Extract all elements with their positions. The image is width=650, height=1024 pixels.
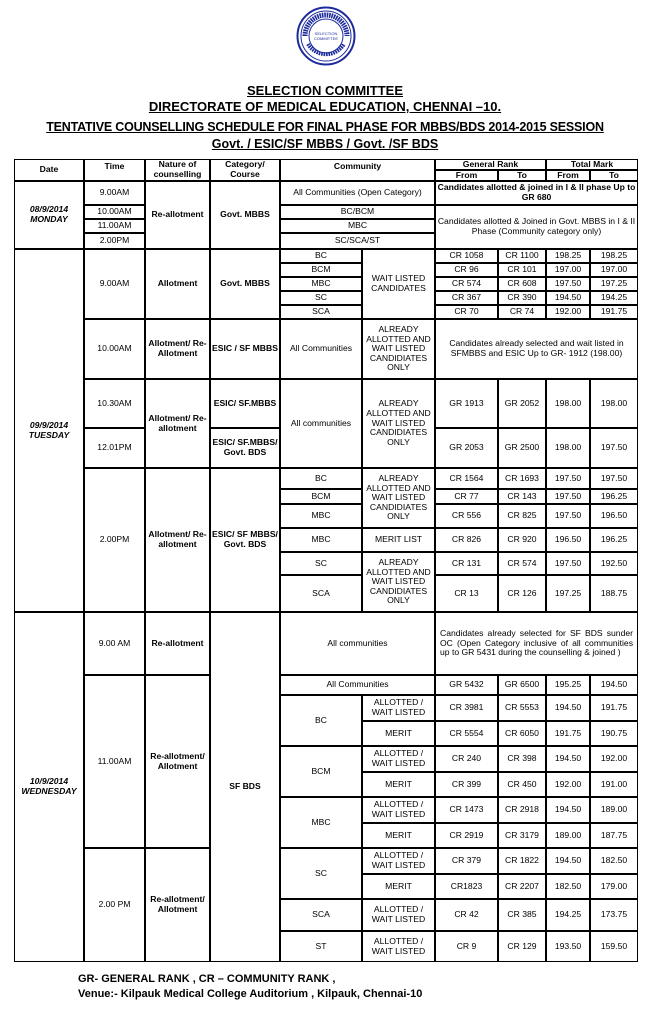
value-cell: CR 2207 (498, 874, 546, 899)
course-cell: ESIC/ SF.MBBS (210, 379, 280, 428)
header-date: Date (14, 159, 84, 181)
value-cell: 192.00 (546, 305, 590, 319)
status-cell: ALREADY ALLOTTED AND WAIT LISTED CANDIDIATES ONLY (362, 319, 435, 379)
status-cell: MERIT (362, 823, 435, 848)
value-cell: 198.25 (546, 249, 590, 263)
value-cell: GR 2053 (435, 428, 498, 468)
community-cell: SC (280, 848, 362, 899)
value-cell: 190.75 (590, 721, 638, 746)
nature-cell: Allotment/ Re-allotment (145, 379, 210, 468)
time-cell: 11.00AM (84, 675, 145, 848)
abbreviation-note: GR- GENERAL RANK , CR – COMMUNITY RANK , (78, 973, 336, 985)
value-cell: 194.25 (546, 899, 590, 931)
nature-cell: Re-allotment/ Allotment (145, 675, 210, 848)
date-cell: 08/9/2014 MONDAY (14, 181, 84, 249)
value-cell: CR 1473 (435, 797, 498, 823)
status-cell: ALLOTTED / WAIT LISTED (362, 848, 435, 874)
value-cell: 179.00 (590, 874, 638, 899)
value-cell: CR 70 (435, 305, 498, 319)
status-cell: ALREADY ALLOTTED AND WAIT LISTED CANDIDIATES ONLY (362, 552, 435, 612)
value-cell: CR 1693 (498, 468, 546, 489)
value-cell: 192.00 (590, 746, 638, 772)
time-cell: 10.00AM (84, 319, 145, 379)
value-cell: GR 1913 (435, 379, 498, 428)
header-from: From (435, 170, 498, 181)
status-cell: MERIT (362, 772, 435, 797)
community-cell: SCA (280, 899, 362, 931)
value-cell: 197.50 (546, 552, 590, 575)
course-cell: Govt. MBBS (210, 249, 280, 319)
header-general-rank: General Rank (435, 159, 546, 170)
time-cell: 2.00PM (84, 468, 145, 612)
value-cell: CR 3981 (435, 695, 498, 721)
value-cell: 188.75 (590, 575, 638, 612)
venue-note: Venue:- Kilpauk Medical College Auditorium , Kilpauk, Chennai-10 (78, 988, 423, 1000)
time-cell: 9.00AM (84, 249, 145, 319)
svg-text:SELECTION: SELECTION (314, 31, 338, 36)
note-cell: Candidates allotted & Joined in Govt. MBBS in I & II Phase (Community category only) (435, 205, 638, 249)
value-cell: CR 9 (435, 931, 498, 962)
value-cell: 196.25 (590, 528, 638, 552)
header-to: To (590, 170, 638, 181)
value-cell: 197.25 (590, 277, 638, 291)
nature-cell: Re-allotment (145, 612, 210, 675)
value-cell: CR 574 (498, 552, 546, 575)
value-cell: CR 920 (498, 528, 546, 552)
value-cell: 198.00 (546, 379, 590, 428)
value-cell: 197.50 (590, 468, 638, 489)
value-cell: CR 399 (435, 772, 498, 797)
value-cell: 191.75 (590, 305, 638, 319)
value-cell: CR 96 (435, 263, 498, 277)
value-cell: CR 825 (498, 504, 546, 528)
status-cell: ALLOTTED / WAIT LISTED (362, 695, 435, 721)
header-time: Time (84, 159, 145, 181)
community-cell: SC (280, 291, 362, 305)
value-cell: CR 3179 (498, 823, 546, 848)
time-cell: 11.00AM (84, 219, 145, 233)
value-cell: CR 74 (498, 305, 546, 319)
time-cell: 12.01PM (84, 428, 145, 468)
community-cell: SCA (280, 575, 362, 612)
header-from: From (546, 170, 590, 181)
value-cell: 198.00 (590, 379, 638, 428)
date-cell: 09/9/2014 TUESDAY (14, 249, 84, 612)
course-cell: SF BDS (210, 612, 280, 962)
value-cell: 187.75 (590, 823, 638, 848)
value-cell: 197.50 (546, 277, 590, 291)
header-nature: Nature of counselling (145, 159, 210, 181)
value-cell: 191.75 (546, 721, 590, 746)
community-cell: ST (280, 931, 362, 962)
status-cell: ALREADY ALLOTTED AND WAIT LISTED CANDIDIATES ONLY (362, 379, 435, 468)
status-cell: ALLOTTED / WAIT LISTED (362, 931, 435, 962)
value-cell: 195.25 (546, 675, 590, 695)
value-cell: 189.00 (546, 823, 590, 848)
course-cell: ESIC/ SF.MBBS/ Govt. BDS (210, 428, 280, 468)
value-cell: 191.00 (590, 772, 638, 797)
community-cell: SC (280, 552, 362, 575)
nature-cell: Re-allotment (145, 181, 210, 249)
value-cell: 196.25 (590, 489, 638, 504)
community-cell: All Communities (Open Category) (280, 181, 435, 205)
time-cell: 10.00AM (84, 205, 145, 219)
value-cell: GR 5432 (435, 675, 498, 695)
community-cell: BC (280, 249, 362, 263)
community-cell: BCM (280, 746, 362, 797)
value-cell: 193.50 (546, 931, 590, 962)
note-cell: Candidates already selected and wait listed in SFMBBS and ESIC Up to GR- 1912 (198.00) (435, 319, 638, 379)
committee-title: SELECTION COMMITTEE (247, 83, 403, 98)
status-cell: MERIT LIST (362, 528, 435, 552)
value-cell: CR 450 (498, 772, 546, 797)
value-cell: CR 2919 (435, 823, 498, 848)
value-cell: CR 126 (498, 575, 546, 612)
value-cell: 194.50 (546, 746, 590, 772)
value-cell: 194.50 (546, 797, 590, 823)
header-community: Community (280, 159, 435, 181)
status-cell: MERIT (362, 721, 435, 746)
value-cell: 189.00 (590, 797, 638, 823)
status-cell: ALLOTTED / WAIT LISTED (362, 746, 435, 772)
time-cell: 10.30AM (84, 379, 145, 428)
community-cell: SC/SCA/ST (280, 233, 435, 249)
value-cell: CR 42 (435, 899, 498, 931)
value-cell: CR 1564 (435, 468, 498, 489)
community-cell: SCA (280, 305, 362, 319)
value-cell: 194.50 (546, 848, 590, 874)
value-cell: 159.50 (590, 931, 638, 962)
community-cell: MBC (280, 504, 362, 528)
nature-cell: Allotment (145, 249, 210, 319)
value-cell: CR 129 (498, 931, 546, 962)
value-cell: CR 77 (435, 489, 498, 504)
community-cell: All communities (280, 379, 362, 468)
value-cell: 192.00 (546, 772, 590, 797)
community-cell: MBC (280, 219, 435, 233)
community-cell: All Communities (280, 319, 362, 379)
value-cell: CR 1100 (498, 249, 546, 263)
value-cell: CR 379 (435, 848, 498, 874)
nature-cell: Allotment/ Re-allotment (145, 468, 210, 612)
value-cell: 197.50 (546, 468, 590, 489)
value-cell: 194.50 (546, 695, 590, 721)
value-cell: 182.50 (546, 874, 590, 899)
value-cell: CR 608 (498, 277, 546, 291)
value-cell: 197.00 (546, 263, 590, 277)
value-cell: CR 6050 (498, 721, 546, 746)
value-cell: CR 13 (435, 575, 498, 612)
value-cell: CR 826 (435, 528, 498, 552)
note-cell: Candidates allotted & joined in I & II phase Up to GR 680 (435, 181, 638, 205)
time-cell: 9.00 AM (84, 612, 145, 675)
value-cell: 197.50 (590, 428, 638, 468)
value-cell: 194.50 (590, 675, 638, 695)
course-cell: Govt. MBBS (210, 181, 280, 249)
time-cell: 2.00 PM (84, 848, 145, 962)
value-cell: CR 398 (498, 746, 546, 772)
header-total-mark: Total Mark (546, 159, 638, 170)
value-cell: CR 143 (498, 489, 546, 504)
value-cell: CR 240 (435, 746, 498, 772)
community-cell: MBC (280, 797, 362, 848)
courses-subtitle: Govt. / ESIC/SF MBBS / Govt. /SF BDS (211, 137, 439, 151)
nature-cell: Re-allotment/ Allotment (145, 848, 210, 962)
value-cell: 196.50 (546, 528, 590, 552)
header-category: Category/ Course (210, 159, 280, 181)
header-to: To (498, 170, 546, 181)
community-cell: BC/BCM (280, 205, 435, 219)
value-cell: CR 1822 (498, 848, 546, 874)
time-cell: 9.00AM (84, 181, 145, 205)
course-cell: ESIC/ SF MBBS/ Govt. BDS (210, 468, 280, 612)
community-cell: MBC (280, 277, 362, 291)
community-cell: All Communities (280, 675, 435, 695)
nature-cell: Allotment/ Re-Allotment (145, 319, 210, 379)
value-cell: 197.25 (546, 575, 590, 612)
directorate-title: DIRECTORATE OF MEDICAL EDUCATION, CHENNAI –10. (148, 99, 502, 114)
value-cell: 198.00 (546, 428, 590, 468)
selection-committee-seal (296, 6, 356, 66)
community-cell: BCM (280, 263, 362, 277)
value-cell: CR 131 (435, 552, 498, 575)
value-cell: 191.75 (590, 695, 638, 721)
value-cell: GR 2500 (498, 428, 546, 468)
community-cell: BC (280, 695, 362, 746)
value-cell: 198.25 (590, 249, 638, 263)
value-cell: 194.25 (590, 291, 638, 305)
value-cell: 182.50 (590, 848, 638, 874)
note-cell: Candidates already selected for SF BDS sunder OC (Open Category inclusive of all communities up to GR 5431 during the counselling & joined ) (435, 612, 638, 675)
value-cell: CR 5554 (435, 721, 498, 746)
community-cell: BC (280, 468, 362, 489)
community-cell: MBC (280, 528, 362, 552)
value-cell: CR 574 (435, 277, 498, 291)
value-cell: 194.50 (546, 291, 590, 305)
value-cell: 173.75 (590, 899, 638, 931)
value-cell: CR 367 (435, 291, 498, 305)
value-cell: CR 5553 (498, 695, 546, 721)
schedule-title: TENTATIVE COUNSELLING SCHEDULE FOR FINAL PHASE FOR MBBS/BDS 2014-2015 SESSION (46, 120, 604, 134)
community-cell: BCM (280, 489, 362, 504)
status-cell: MERIT (362, 874, 435, 899)
status-cell: ALREADY ALLOTTED AND WAIT LISTED CANDIDIATES ONLY (362, 468, 435, 528)
value-cell: 197.50 (546, 489, 590, 504)
value-cell: CR 556 (435, 504, 498, 528)
community-cell: All communities (280, 612, 435, 675)
value-cell: GR 2052 (498, 379, 546, 428)
status-cell: WAIT LISTED CANDIDATES (362, 249, 435, 319)
value-cell: CR 101 (498, 263, 546, 277)
value-cell: 192.50 (590, 552, 638, 575)
value-cell: CR 385 (498, 899, 546, 931)
value-cell: GR 6500 (498, 675, 546, 695)
value-cell: CR1823 (435, 874, 498, 899)
course-cell: ESIC / SF MBBS (210, 319, 280, 379)
time-cell: 2.00PM (84, 233, 145, 249)
value-cell: 196.50 (590, 504, 638, 528)
status-cell: ALLOTTED / WAIT LISTED (362, 797, 435, 823)
svg-text:COMMITTEE: COMMITTEE (314, 36, 338, 41)
value-cell: CR 2918 (498, 797, 546, 823)
value-cell: CR 1058 (435, 249, 498, 263)
counselling-schedule-table (14, 159, 638, 961)
date-cell: 10/9/2014 WEDNESDAY (14, 612, 84, 962)
value-cell: CR 390 (498, 291, 546, 305)
value-cell: 197.00 (590, 263, 638, 277)
value-cell: 197.50 (546, 504, 590, 528)
status-cell: ALLOTTED / WAIT LISTED (362, 899, 435, 931)
